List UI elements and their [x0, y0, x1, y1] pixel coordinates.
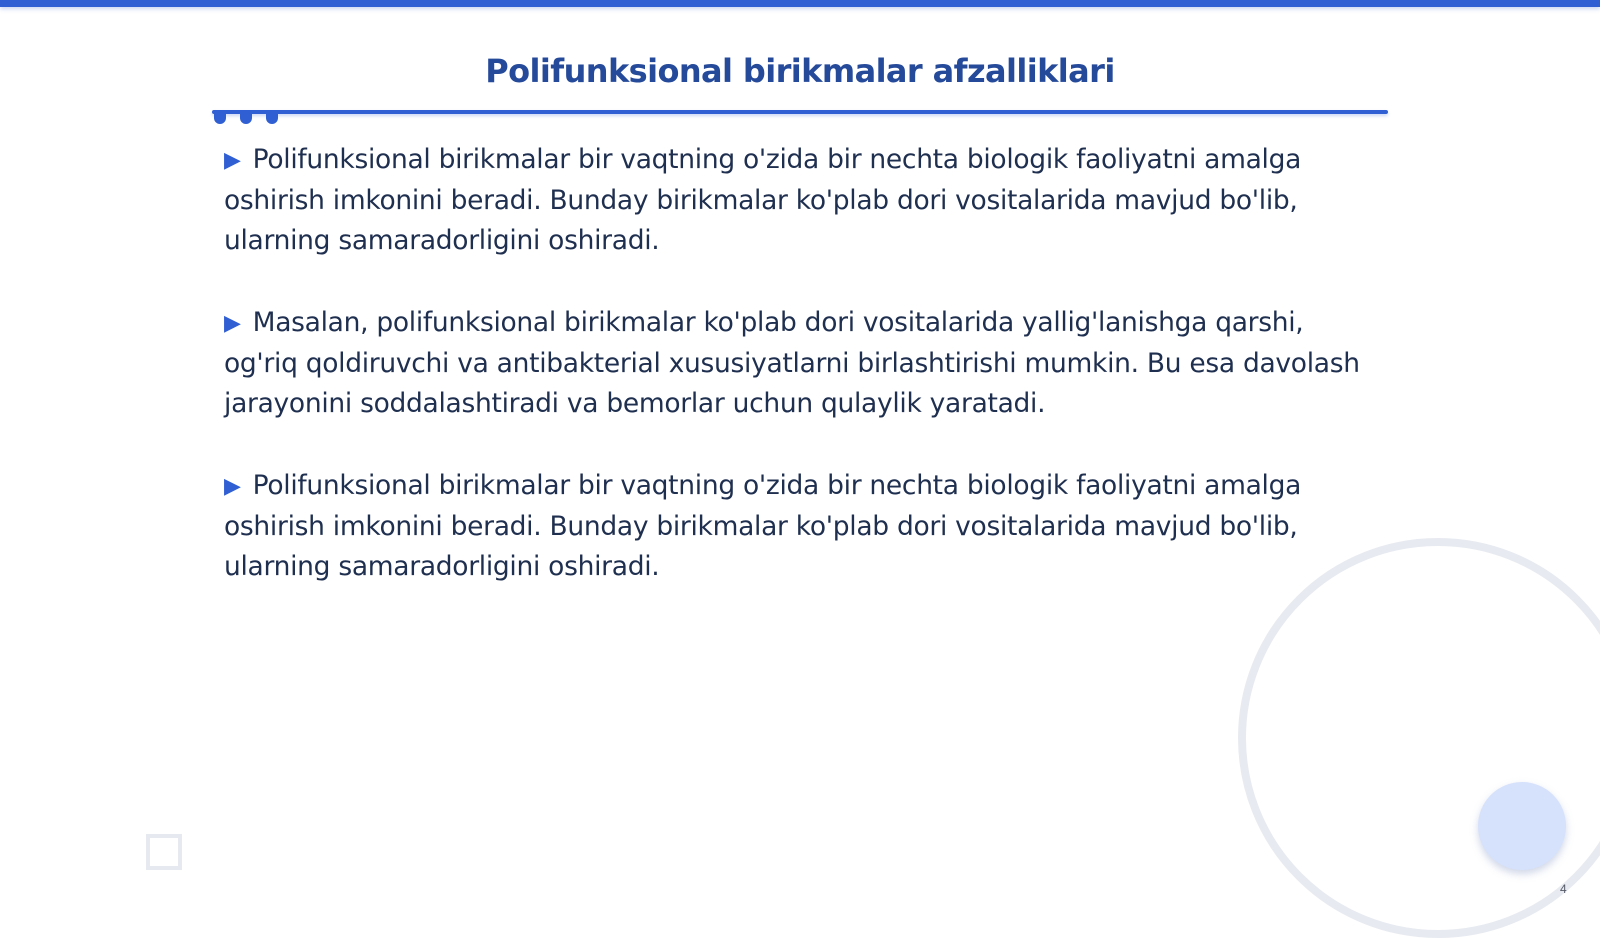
triangle-right-icon: ▶	[224, 474, 241, 499]
triangle-right-icon: ▶	[224, 311, 241, 336]
underline-dot	[240, 112, 252, 124]
decorative-circle	[1478, 782, 1566, 870]
bullet-text: Polifunksional birikmalar bir vaqtning o'zida bir nechta biologik faoliyatni amalga oshirish imkonini beradi. Bunday birikmalar ko'plab dori vositalarida mavjud bo'lib, ularning samaradorligini oshiradi.	[224, 144, 1302, 256]
bullet-list	[224, 140, 1374, 629]
decorative-square	[146, 834, 182, 870]
top-accent-bar	[0, 0, 1600, 7]
bullet-text: Polifunksional birikmalar bir vaqtning o'zida bir nechta biologik faoliyatni amalga oshirish imkonini beradi. Bunday birikmalar ko'plab dori vositalarida mavjud bo'lib, ularning samaradorligini oshiradi.	[224, 470, 1302, 582]
underline-dot	[214, 112, 226, 124]
bullet-item	[224, 303, 1374, 424]
page-number: 4	[1560, 882, 1567, 896]
triangle-right-icon: ▶	[224, 148, 241, 173]
underline-dot	[266, 112, 278, 124]
bullet-item	[224, 466, 1374, 587]
bullet-text: Masalan, polifunksional birikmalar ko'plab dori vositalarida yallig'lanishga qarshi, og'riq qoldiruvchi va antibakterial xususiyatlarni birlashtirishi mumkin. Bu esa davolash jarayonini soddalashtiradi va bemorlar uchun qulaylik yaratadi.	[224, 307, 1360, 419]
slide-title: Polifunksional birikmalar afzalliklari	[485, 52, 1115, 90]
title-underline	[212, 110, 1388, 114]
bullet-item	[224, 140, 1374, 261]
